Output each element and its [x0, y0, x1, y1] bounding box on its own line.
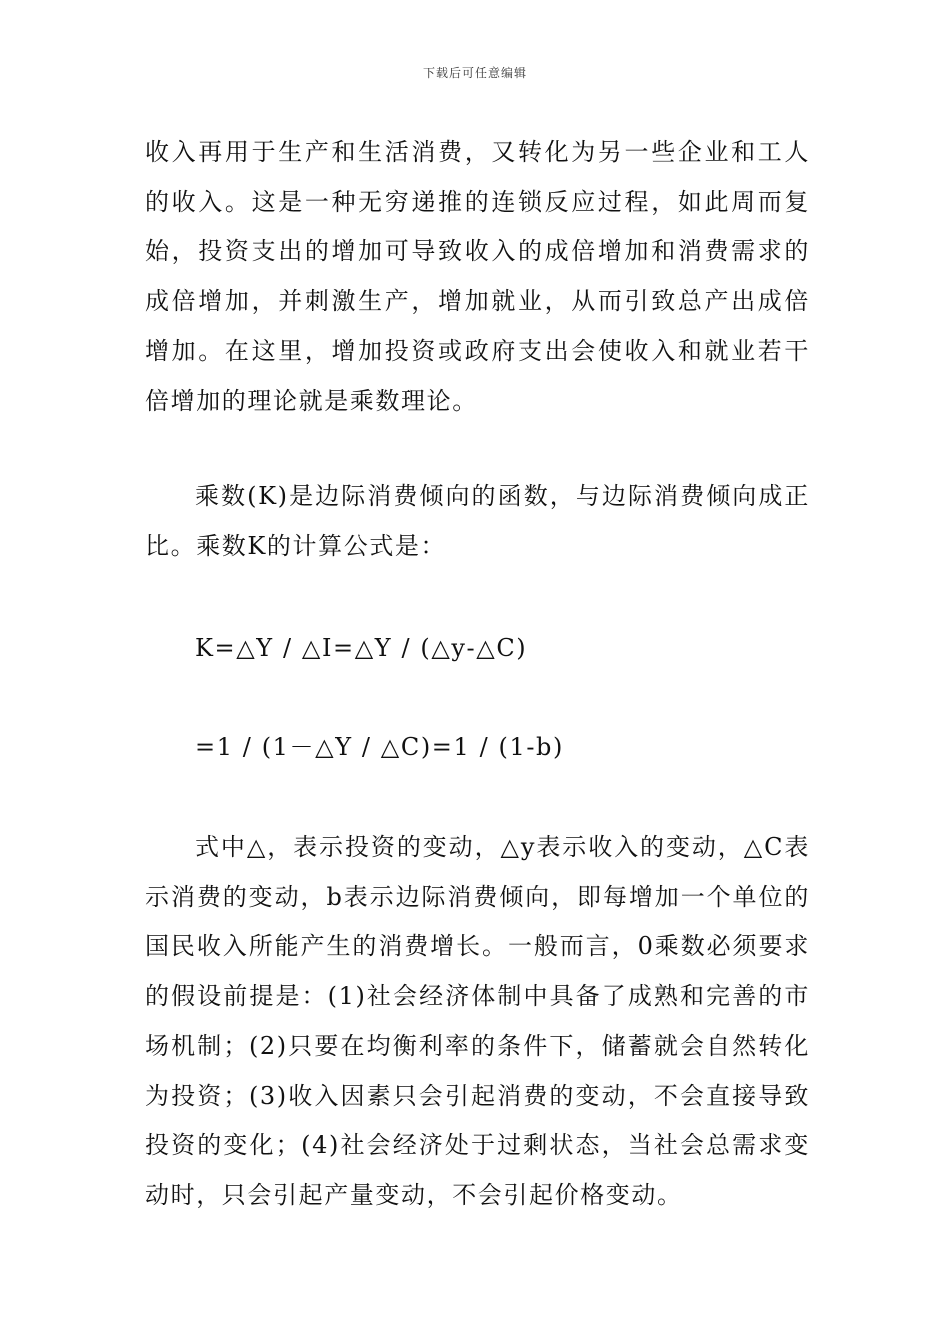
- document-body: [145, 128, 810, 1221]
- page-header-note: 下载后可任意编辑: [422, 66, 527, 80]
- paragraph-multiplier-definition: 乘数(K)是边际消费倾向的函数，与边际消费倾向成正比。乘数K的计算公式是：: [145, 482, 810, 560]
- paragraph-multiplier-process: 收入再用于生产和生活消费，又转化为另一些企业和工人的收入。这是一种无穷递推的连锁反应过程，如此周而复始，投资支出的增加可导致收入的成倍增加和消费需求的成倍增加，并刺激生产，增加就业，从而引致总产出成倍增加。在这里，增加投资或政府支出会使收入和就业若干倍增加的理论就是乘数理论。: [145, 138, 810, 415]
- formula-line-1: K=△Y / △I=△Y / (△y-△C): [195, 633, 528, 662]
- formula-line-2: =1 / (1－△Y / △C)=1 / (1-b): [195, 733, 564, 762]
- paragraph-assumptions: 式中△，表示投资的变动，△y表示收入的变动，△C表示消费的变动，b表示边际消费倾向，即每增加一个单位的国民收入所能产生的消费增长。一般而言，0乘数必须要求的假设前提是：(1)社会经济体制中具备了成熟和完善的市场机制；(2)只要在均衡利率的条件下，储蓄就会自然转化为投资；(3)收入因素只会引起消费的变动，不会直接导致投资的变化；(4)社会经济处于过剩状态，当社会总需求变动时，只会引起产量变动，不会引起价格变动。: [145, 833, 810, 1209]
